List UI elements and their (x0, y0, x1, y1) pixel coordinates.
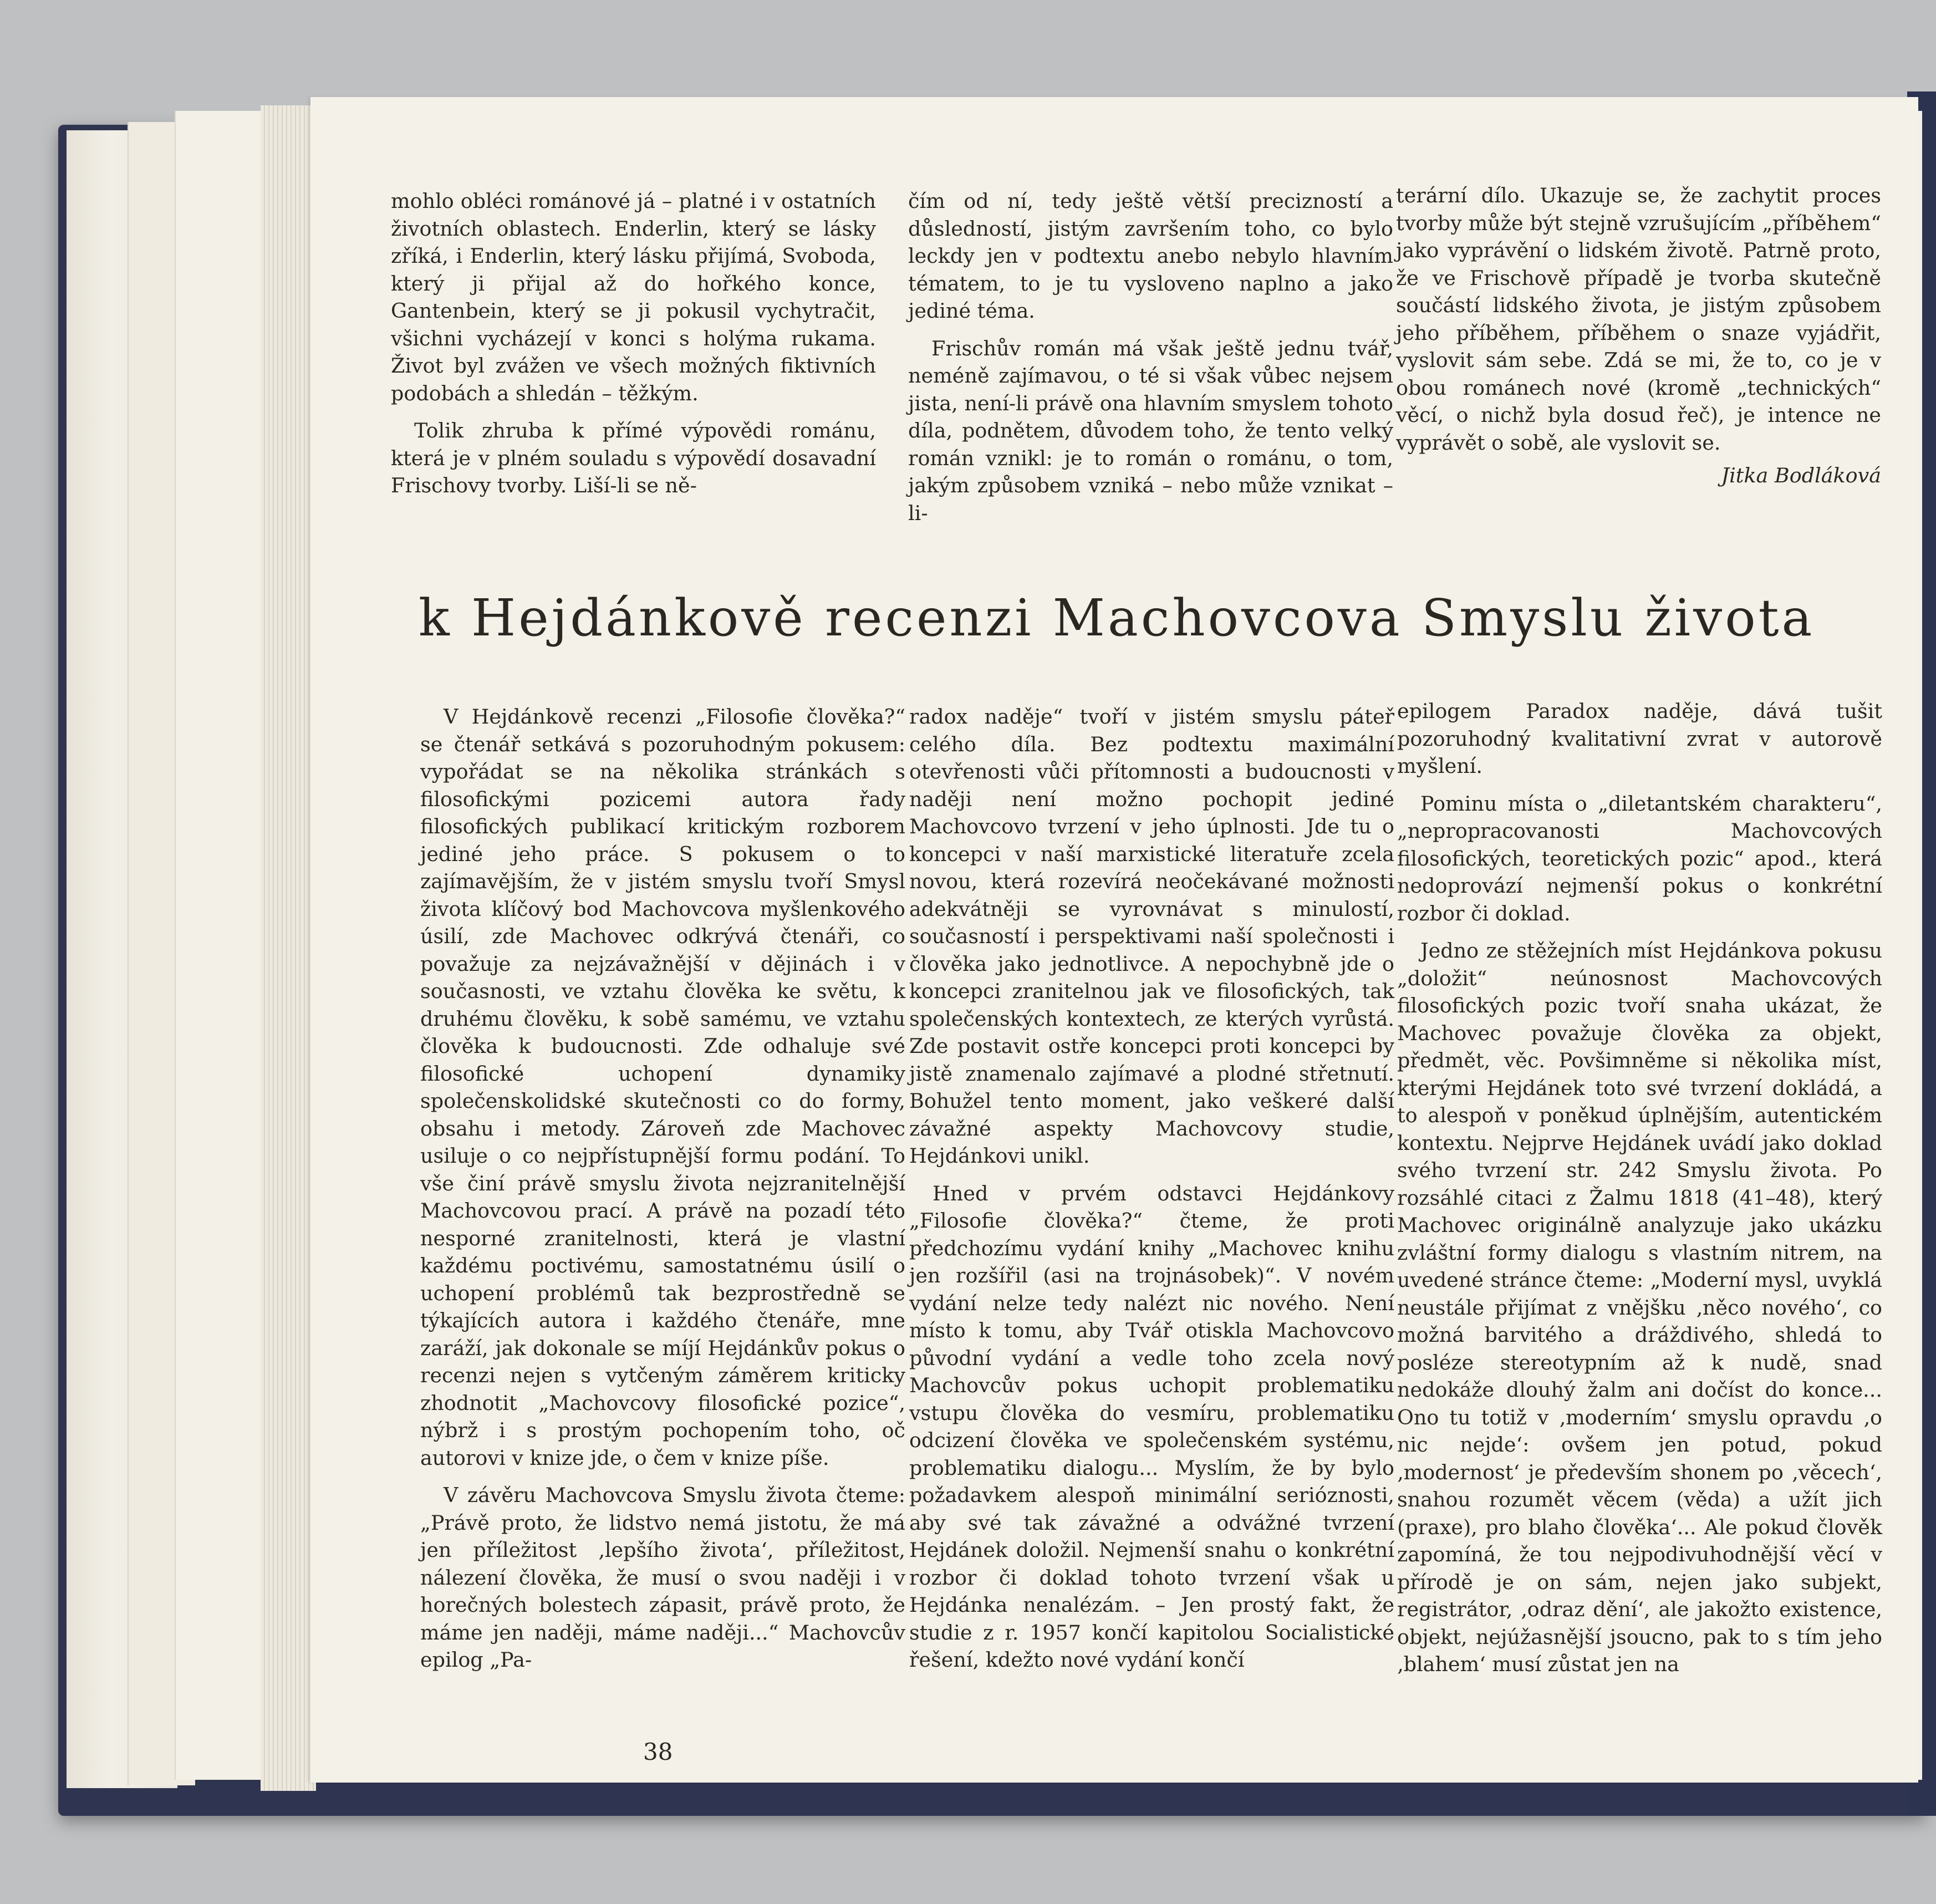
page-edges (261, 105, 316, 1791)
paragraph: Jedno ze stěžejních míst Hejdánkova pokusu „doložit“ neúnosnost Machovcových filosofických pozic tvoří snaha ukázat, že Machovec považuje člověka za objekt, předmět, věc. Povšimněme si několika míst, kterými Hejdánek toto své tvrzení dokládá, a to alespoň v poněkud úplnějším, autentickém kontextu. Nejprve Hejdánek uvádí jako doklad svého tvrzení str. 242 Smyslu života. Po rozsáhlé citaci z Žalmu 1818 (41–48), který Machovec originálně analyzuje jako ukázku zvláštní formy dialogu s vlastním nitrem, na uvedené stránce čteme: „Moderní mysl, uvyklá neustále přijímat z vnějšku ‚něco nového‘, co možná barvitého a dráždivého, shledá to posléze stereotypním až k nudě, snad nedokáže dlouhý žalm ani dočíst do konce... Ono tu totiž v ‚moderním‘ smyslu opravdu ‚o nic nejde‘: ovšem jen potud, pokud ‚modernost‘ je především shonem po ‚věcech‘, snahou rozumět věcem (věda) a užít jich (praxe), pro blaho člověka‘... Ale pokud člověk zapomíná, že tou nejpodivuhodnější věcí v přírodě je on sám, nejen jako subjekt, registrátor, ‚odraz dění‘, ale jakožto existence, objekt, nejúžasnější jsoucno, pak to s tím jeho ‚blahem‘ musí zůstat jen na (1397, 939, 1882, 1676)
article-heading: k Hejdánkově recenzi Machovcova Smyslu života (419, 588, 1815, 648)
paragraph: mohlo obléci románové já – platné i v ostatních životních oblastech. Enderlin, který se lásky zříká, i Enderlin, který lásku přijímá, Svoboda, který ji přijal až do hořkého konce, Gantenbein, který se ji pokusil vychytračit, všichni vycházejí v konci s holýma rukama. Život byl zvážen ve všech možných fiktivních podobách a shledán – těžkým. (391, 189, 876, 405)
paragraph: radox naděje“ tvoří v jistém smyslu páteř celého díla. Bez podtextu maximální otevřenosti vůči přítomnosti a budoucnosti v naději není možno pochopit jediné Machovcovo tvrzení v jeho úplnosti. Jde tu o koncepci v naší marxistické literatuře zcela novou, která rozevírá neočekávané možnosti adekvátněji se vyrovnávat s minulostí, současností i perspektivami naší společnosti i člověka jako jednotlivce. A nepochybně jde o koncepci zranitelnou jak ve filosofických, tak společenských kontextech, ze kterých vyrůstá. Zde postavit ostře koncepci proti koncepci by jistě znamenalo zajímavé a plodné střetnutí. Bohužel tento moment, jako veškeré další závažné aspekty Machovcovy studie, Hejdánkovi unikl. (909, 705, 1394, 1168)
paragraph: Frischův román má však ještě jednu tvář, neméně zajímavou, o té si však vůbec nejsem jista, není-li právě ona hlavním smyslem tohoto díla, podnětem, důvodem toho, že tento velký román vznikl: je to román o románu, o tom, jakým způsobem vzniká – nebo může vznikat – li- (908, 336, 1393, 525)
paragraph: terární dílo. Ukazuje se, že zachytit proces tvorby může být stejně vzrušujícím „příběhem“ jako vyprávění o lidském životě. Patrně proto, že ve Frischově případě je tvorba skutečně součástí lidského života, je jistým způsobem jeho příběhem, příběhem o snaze vyjádřit, vyslovit sám sebe. Zdá se mi, že to, co je v obou románech nové (kromě „technických“ věcí, o nichž byla dosud řeč), je intence ne vyprávět o sobě, ale vyslovit se. (1396, 184, 1881, 455)
article-column-3 (1397, 698, 1882, 1678)
article-column-2 (909, 703, 1394, 1674)
paragraph: Tolik zhruba k přímé výpovědi románu, která je v plném souladu s výpovědí dosavadní Frischovy tvorby. Liší-li se ně- (391, 419, 876, 497)
paragraph: čím od ní, tedy ještě větší precizností a důsledností, jistým završením toho, co bylo leckdy jen v podtextu anebo nebylo hlavním tématem, to je tu vysloveno naplno a jako jediné téma. (908, 189, 1393, 323)
author-signature: Jitka Bodláková (1721, 464, 1881, 487)
page-number: 38 (643, 1738, 673, 1765)
paragraph: epilogem Paradox naděje, dává tušit pozoruhodný kvalitativní zvrat v autorově myšlení. (1397, 699, 1882, 778)
top-column-1 (391, 187, 876, 500)
paragraph: V závěru Machovcova Smyslu života čteme: „Právě proto, že lidstvo nemá jistotu, že má jen příležitost ‚lepšího života‘, příležitost, nálezení člověka, že musí o svou naději i v horečných bolestech zápasit, právě proto, že máme jen naději, máme naději...“ Machovcův epilog „Pa- (420, 1483, 905, 1672)
paragraph: Hned v prvém odstavci Hejdánkovy „Filosofie člověka?“ čteme, že proti předchozímu vydání knihy „Machovec knihu jen rozšířil (asi na trojnásobek)“. V novém vydání nelze tedy nalézt nic nového. Není místo k tomu, aby Tvář otiskla Machovcovo původní vydání a vedle toho zcela nový Machovcův pokus uchopit problematiku vstupu člověka do vesmíru, problematiku odcizení člověka ve společenském systému, problematiku dialogu... Myslím, že by bylo požadavkem alespoň minimální serióznosti, aby své tak závažné a odvážné tvrzení Hejdánek doložil. Nejmenší snahu o konkrétní rozbor či doklad tohoto tvrzení však u Hejdánka nenalézám. – Jen prostý fakt, že studie z r. 1957 končí kapitolou Socialistické řešení, kdežto nové vydání končí (909, 1181, 1394, 1672)
top-column-2 (908, 187, 1393, 527)
top-column-3 (1396, 182, 1881, 490)
article-column-1 (420, 703, 905, 1674)
paragraph: V Hejdánkově recenzi „Filosofie člověka?“ se čtenář setkává s pozoruhodným pokusem: vypořádat se na několika stránkách s filosofickými pozicemi autora řady filosofických publikací kritickým rozborem jediné jeho práce. S pokusem o to zajímavějším, že v jistém smyslu tvoří Smysl života klíčový bod Machovcova myšlenkového úsilí, zde Machovec odkrývá čtenáři, co považuje za nejzávažnější v dějinách i v současnosti, ve vztahu člověka ke světu, k druhému člověku, k sobě samému, ve vztahu člověka k budoucnosti. Zde odhaluje své filosofické uchopení dynamiky společenskolidské skutečnosti co do formy, obsahu i metody. Zároveň zde Machovec usiluje o co nejpřístupnější formu podání. To vše činí právě smyslu života nejzranitelnější Machovcovou prací. A právě na pozadí této nesporné zranitelnosti, která je vlastní každému poctivému, samostatnému úsilí o uchopení problémů tak bezprostředně se týkajících autora i každého čtenáře, mne zaráží, jak dokonale se míjí Hejdánkův pokus o recenzi nejen s vytčeným záměrem kriticky zhodnotit „Machovcovy filosofické pozice“, nýbrž i s prostým pochopením toho, oč autorovi v knize jde, o čem v knize píše. (420, 705, 905, 1470)
paragraph: Pominu místa o „diletantském charakteru“, „nepropracovanosti Machovcových filosofických, teoretických pozic“ apod., která nedoprovází nejmenší pokus o konkrétní rozbor či doklad. (1397, 791, 1882, 925)
